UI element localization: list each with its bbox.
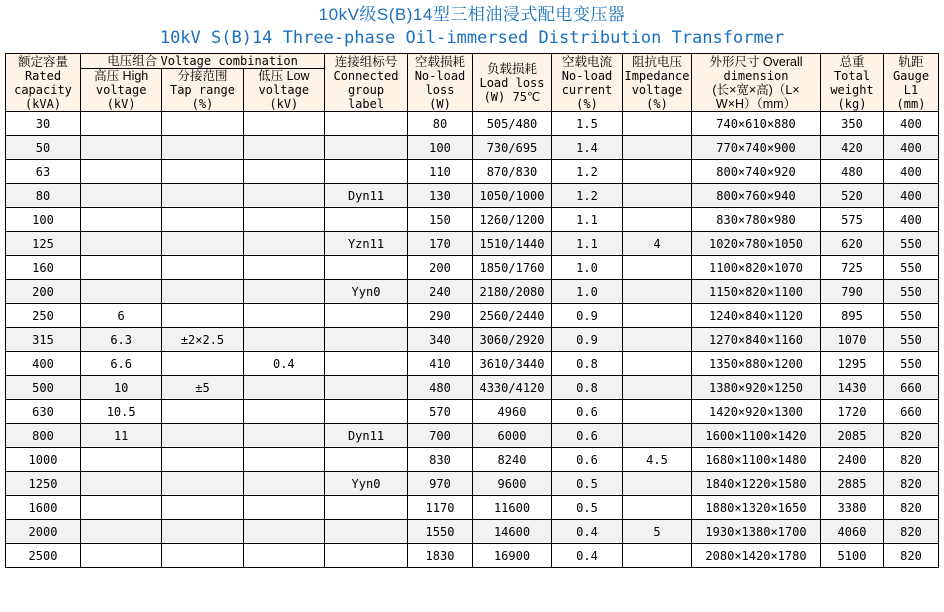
cell-gauge: 400: [884, 160, 939, 184]
title-english: 10kV S(B)14 Three-phase Oil-immersed Distribution Transformer: [159, 28, 785, 48]
cell-low-voltage: [243, 424, 324, 448]
cell-load-loss: 870/830: [473, 160, 552, 184]
cell-connected-group: [325, 304, 408, 328]
cell-low-voltage: [243, 448, 324, 472]
cell-connected-group: [325, 400, 408, 424]
cell-total-weight: 520: [821, 184, 884, 208]
cell-gauge: 660: [884, 376, 939, 400]
cell-gauge: 400: [884, 112, 939, 136]
cell-rated-capacity: 1600: [6, 496, 81, 520]
cell-low-voltage: [243, 376, 324, 400]
cell-tap-range: ±5: [162, 376, 243, 400]
cell-connected-group: [325, 520, 408, 544]
cell-impedance-voltage: [623, 184, 692, 208]
cell-rated-capacity: 2000: [6, 520, 81, 544]
cell-impedance-voltage: [623, 544, 692, 568]
table-row: [6, 136, 939, 160]
cell-connected-group: [325, 256, 408, 280]
cell-rated-capacity: 2500: [6, 544, 81, 568]
cell-overall-dimension: 740×610×880: [692, 112, 821, 136]
cell-impedance-voltage: [623, 424, 692, 448]
header-high-voltage: 高压 High voltage (kV): [81, 69, 162, 112]
cell-no-load-current: 1.0: [552, 256, 623, 280]
cell-rated-capacity: 500: [6, 376, 81, 400]
header-load-loss: 负载损耗 Load loss (W) 75℃: [473, 54, 552, 112]
cell-connected-group: [325, 328, 408, 352]
cell-rated-capacity: 1000: [6, 448, 81, 472]
cell-tap-range: [162, 280, 243, 304]
cell-no-load-current: 1.1: [552, 208, 623, 232]
cell-rated-capacity: 100: [6, 208, 81, 232]
cell-overall-dimension: 1100×820×1070: [692, 256, 821, 280]
cell-no-load-current: 0.5: [552, 496, 623, 520]
cell-tap-range: [162, 544, 243, 568]
cell-tap-range: [162, 304, 243, 328]
cell-low-voltage: [243, 208, 324, 232]
cell-rated-capacity: 30: [6, 112, 81, 136]
cell-tap-range: [162, 352, 243, 376]
cell-high-voltage: [81, 280, 162, 304]
cell-overall-dimension: 1020×780×1050: [692, 232, 821, 256]
cell-impedance-voltage: [623, 304, 692, 328]
cell-high-voltage: 6.6: [81, 352, 162, 376]
cell-total-weight: 2400: [821, 448, 884, 472]
cell-impedance-voltage: [623, 208, 692, 232]
cell-tap-range: [162, 448, 243, 472]
header-overall-dimension: 外形尺寸 Overall dimension (长×宽×高)（L× W×H）（mm）: [692, 54, 821, 112]
cell-low-voltage: [243, 328, 324, 352]
cell-no-load-current: 1.0: [552, 280, 623, 304]
cell-rated-capacity: 80: [6, 184, 81, 208]
table-row: [6, 208, 939, 232]
cell-overall-dimension: 830×780×980: [692, 208, 821, 232]
cell-total-weight: 620: [821, 232, 884, 256]
cell-tap-range: [162, 400, 243, 424]
cell-gauge: 660: [884, 400, 939, 424]
cell-gauge: 550: [884, 328, 939, 352]
cell-no-load-loss: 830: [408, 448, 473, 472]
cell-load-loss: 3610/3440: [473, 352, 552, 376]
cell-total-weight: 3380: [821, 496, 884, 520]
cell-overall-dimension: 1880×1320×1650: [692, 496, 821, 520]
cell-no-load-loss: 130: [408, 184, 473, 208]
cell-connected-group: [325, 544, 408, 568]
cell-high-voltage: [81, 472, 162, 496]
cell-low-voltage: [243, 136, 324, 160]
cell-no-load-current: 0.9: [552, 328, 623, 352]
table-row: [6, 400, 939, 424]
cell-rated-capacity: 800: [6, 424, 81, 448]
cell-connected-group: Dyn11: [325, 184, 408, 208]
cell-total-weight: 5100: [821, 544, 884, 568]
cell-low-voltage: [243, 400, 324, 424]
cell-low-voltage: [243, 496, 324, 520]
cell-no-load-current: 1.5: [552, 112, 623, 136]
cell-no-load-loss: 570: [408, 400, 473, 424]
cell-tap-range: [162, 496, 243, 520]
cell-overall-dimension: 1930×1380×1700: [692, 520, 821, 544]
cell-gauge: 550: [884, 256, 939, 280]
cell-connected-group: Yzn11: [325, 232, 408, 256]
table-row: [6, 232, 939, 256]
cell-impedance-voltage: [623, 400, 692, 424]
table-row: [6, 496, 939, 520]
cell-rated-capacity: 315: [6, 328, 81, 352]
cell-rated-capacity: 400: [6, 352, 81, 376]
cell-gauge: 400: [884, 184, 939, 208]
cell-total-weight: 4060: [821, 520, 884, 544]
table-row: [6, 160, 939, 184]
cell-load-loss: 9600: [473, 472, 552, 496]
cell-no-load-current: 1.1: [552, 232, 623, 256]
cell-gauge: 400: [884, 136, 939, 160]
cell-load-loss: 1050/1000: [473, 184, 552, 208]
cell-no-load-loss: 150: [408, 208, 473, 232]
cell-high-voltage: 6.3: [81, 328, 162, 352]
cell-gauge: 820: [884, 424, 939, 448]
cell-impedance-voltage: [623, 496, 692, 520]
header-impedance-voltage: 阻抗电压 Impedance voltage (%): [624, 54, 690, 111]
cell-overall-dimension: 1600×1100×1420: [692, 424, 821, 448]
cell-low-voltage: 0.4: [243, 352, 324, 376]
cell-rated-capacity: 63: [6, 160, 81, 184]
cell-total-weight: 420: [821, 136, 884, 160]
cell-no-load-current: 1.4: [552, 136, 623, 160]
cell-impedance-voltage: [623, 160, 692, 184]
cell-no-load-loss: 970: [408, 472, 473, 496]
cell-total-weight: 790: [821, 280, 884, 304]
cell-load-loss: 14600: [473, 520, 552, 544]
cell-total-weight: 480: [821, 160, 884, 184]
cell-no-load-current: 0.8: [552, 376, 623, 400]
cell-load-loss: 8240: [473, 448, 552, 472]
cell-overall-dimension: 770×740×900: [692, 136, 821, 160]
cell-load-loss: 3060/2920: [473, 328, 552, 352]
cell-no-load-loss: 700: [408, 424, 473, 448]
cell-tap-range: ±2×2.5: [162, 328, 243, 352]
cell-impedance-voltage: [623, 136, 692, 160]
cell-overall-dimension: 1420×920×1300: [692, 400, 821, 424]
header-no-load-current: 空载电流 No-load current (%): [552, 54, 623, 112]
cell-load-loss: 1260/1200: [473, 208, 552, 232]
cell-gauge: 550: [884, 304, 939, 328]
cell-total-weight: 575: [821, 208, 884, 232]
cell-low-voltage: [243, 544, 324, 568]
cell-load-loss: 4330/4120: [473, 376, 552, 400]
cell-high-voltage: [81, 520, 162, 544]
cell-load-loss: 11600: [473, 496, 552, 520]
cell-no-load-current: 1.2: [552, 184, 623, 208]
document-title-block: [0, 0, 944, 50]
cell-load-loss: 730/695: [473, 136, 552, 160]
cell-overall-dimension: 800×740×920: [692, 160, 821, 184]
table-row: [6, 424, 939, 448]
cell-no-load-loss: 1550: [408, 520, 473, 544]
table-row: [6, 544, 939, 568]
cell-overall-dimension: 1350×880×1200: [692, 352, 821, 376]
cell-tap-range: [162, 112, 243, 136]
cell-overall-dimension: 1680×1100×1480: [692, 448, 821, 472]
cell-load-loss: 1510/1440: [473, 232, 552, 256]
cell-load-loss: 2180/2080: [473, 280, 552, 304]
cell-load-loss: 2560/2440: [473, 304, 552, 328]
cell-tap-range: [162, 256, 243, 280]
cell-connected-group: Yyn0: [325, 472, 408, 496]
cell-tap-range: [162, 160, 243, 184]
table-row: [6, 328, 939, 352]
cell-total-weight: 895: [821, 304, 884, 328]
cell-no-load-current: 0.6: [552, 424, 623, 448]
cell-no-load-loss: 480: [408, 376, 473, 400]
cell-no-load-current: 0.4: [552, 544, 623, 568]
cell-overall-dimension: 1150×820×1100: [692, 280, 821, 304]
cell-high-voltage: 6: [81, 304, 162, 328]
cell-connected-group: [325, 448, 408, 472]
header-connected-group: 连接组标号 Connected group label: [325, 54, 408, 112]
cell-connected-group: [325, 352, 408, 376]
header-voltage-combination: 电压组合 Voltage combination: [81, 54, 325, 69]
cell-no-load-current: 0.6: [552, 400, 623, 424]
cell-tap-range: [162, 472, 243, 496]
cell-high-voltage: [81, 544, 162, 568]
cell-rated-capacity: 250: [6, 304, 81, 328]
cell-high-voltage: [81, 184, 162, 208]
cell-no-load-loss: 240: [408, 280, 473, 304]
cell-no-load-loss: 200: [408, 256, 473, 280]
cell-low-voltage: [243, 280, 324, 304]
table-row: [6, 472, 939, 496]
cell-no-load-loss: 1170: [408, 496, 473, 520]
cell-low-voltage: [243, 520, 324, 544]
header-row-1: [6, 54, 939, 69]
cell-high-voltage: [81, 256, 162, 280]
cell-rated-capacity: 50: [6, 136, 81, 160]
cell-impedance-voltage: 4: [623, 232, 692, 256]
cell-tap-range: [162, 208, 243, 232]
table-row: [6, 304, 939, 328]
cell-low-voltage: [243, 160, 324, 184]
cell-high-voltage: [81, 136, 162, 160]
header-total-weight: 总重 Total weight (kg): [821, 54, 884, 112]
cell-impedance-voltage: [623, 352, 692, 376]
cell-load-loss: 505/480: [473, 112, 552, 136]
cell-connected-group: Yyn0: [325, 280, 408, 304]
cell-rated-capacity: 1250: [6, 472, 81, 496]
table-row: [6, 376, 939, 400]
cell-gauge: 820: [884, 448, 939, 472]
title-chinese: 10kV级S(B)14型三相油浸式配电变压器: [318, 5, 626, 24]
cell-gauge: 820: [884, 520, 939, 544]
cell-no-load-loss: 170: [408, 232, 473, 256]
cell-load-loss: 1850/1760: [473, 256, 552, 280]
cell-load-loss: 4960: [473, 400, 552, 424]
cell-tap-range: [162, 232, 243, 256]
cell-impedance-voltage: [623, 112, 692, 136]
cell-total-weight: 725: [821, 256, 884, 280]
cell-no-load-current: 0.8: [552, 352, 623, 376]
cell-gauge: 820: [884, 472, 939, 496]
cell-high-voltage: 10.5: [81, 400, 162, 424]
table-body: [6, 112, 939, 568]
cell-impedance-voltage: [623, 328, 692, 352]
cell-no-load-loss: 290: [408, 304, 473, 328]
cell-rated-capacity: 125: [6, 232, 81, 256]
cell-total-weight: 2885: [821, 472, 884, 496]
cell-high-voltage: 10: [81, 376, 162, 400]
cell-rated-capacity: 630: [6, 400, 81, 424]
cell-overall-dimension: 2080×1420×1780: [692, 544, 821, 568]
cell-total-weight: 1720: [821, 400, 884, 424]
cell-tap-range: [162, 424, 243, 448]
cell-gauge: 550: [884, 352, 939, 376]
table-row: [6, 184, 939, 208]
table-row: [6, 352, 939, 376]
cell-connected-group: Dyn11: [325, 424, 408, 448]
transformer-spec-table: [5, 53, 939, 568]
cell-no-load-loss: 340: [408, 328, 473, 352]
cell-no-load-loss: 110: [408, 160, 473, 184]
cell-impedance-voltage: [623, 256, 692, 280]
cell-tap-range: [162, 184, 243, 208]
cell-load-loss: 16900: [473, 544, 552, 568]
table-row: [6, 112, 939, 136]
header-gauge: 轨距 Gauge L1 (mm): [884, 54, 939, 112]
cell-connected-group: [325, 208, 408, 232]
cell-gauge: 820: [884, 544, 939, 568]
table-header: [6, 54, 939, 112]
cell-overall-dimension: 800×760×940: [692, 184, 821, 208]
cell-low-voltage: [243, 112, 324, 136]
cell-load-loss: 6000: [473, 424, 552, 448]
cell-impedance-voltage: [623, 376, 692, 400]
cell-gauge: 400: [884, 208, 939, 232]
cell-overall-dimension: 1240×840×1120: [692, 304, 821, 328]
cell-overall-dimension: 1380×920×1250: [692, 376, 821, 400]
header-rated-capacity: 额定容量 Rated capacity (kVA): [6, 54, 81, 112]
cell-gauge: 820: [884, 496, 939, 520]
cell-low-voltage: [243, 232, 324, 256]
cell-rated-capacity: 200: [6, 280, 81, 304]
cell-no-load-current: 1.2: [552, 160, 623, 184]
cell-total-weight: 1295: [821, 352, 884, 376]
cell-low-voltage: [243, 472, 324, 496]
cell-high-voltage: [81, 112, 162, 136]
cell-connected-group: [325, 496, 408, 520]
cell-connected-group: [325, 160, 408, 184]
cell-connected-group: [325, 112, 408, 136]
cell-no-load-current: 0.6: [552, 448, 623, 472]
cell-no-load-current: 0.9: [552, 304, 623, 328]
cell-high-voltage: [81, 160, 162, 184]
cell-no-load-loss: 410: [408, 352, 473, 376]
cell-low-voltage: [243, 304, 324, 328]
cell-gauge: 550: [884, 280, 939, 304]
table-row: [6, 280, 939, 304]
cell-impedance-voltage: [623, 472, 692, 496]
header-low-voltage: 低压 Low voltage (kV): [243, 69, 324, 112]
cell-impedance-voltage: [623, 280, 692, 304]
cell-overall-dimension: 1270×840×1160: [692, 328, 821, 352]
table-row: [6, 256, 939, 280]
cell-high-voltage: [81, 448, 162, 472]
cell-high-voltage: [81, 208, 162, 232]
cell-high-voltage: [81, 232, 162, 256]
cell-connected-group: [325, 136, 408, 160]
header-tap-range: 分接范围 Tap range (%): [162, 69, 243, 112]
cell-total-weight: 1430: [821, 376, 884, 400]
cell-total-weight: 2085: [821, 424, 884, 448]
cell-no-load-loss: 100: [408, 136, 473, 160]
cell-impedance-voltage: 5: [623, 520, 692, 544]
cell-overall-dimension: 1840×1220×1580: [692, 472, 821, 496]
cell-gauge: 550: [884, 232, 939, 256]
cell-no-load-loss: 1830: [408, 544, 473, 568]
cell-high-voltage: 11: [81, 424, 162, 448]
table-row: [6, 520, 939, 544]
cell-no-load-current: 0.4: [552, 520, 623, 544]
header-no-load-loss: 空载损耗 No-load loss (W): [408, 54, 473, 112]
cell-rated-capacity: 160: [6, 256, 81, 280]
cell-total-weight: 1070: [821, 328, 884, 352]
cell-high-voltage: [81, 496, 162, 520]
cell-low-voltage: [243, 184, 324, 208]
table-row: [6, 448, 939, 472]
cell-connected-group: [325, 376, 408, 400]
cell-tap-range: [162, 520, 243, 544]
cell-no-load-loss: 80: [408, 112, 473, 136]
cell-total-weight: 350: [821, 112, 884, 136]
cell-tap-range: [162, 136, 243, 160]
cell-impedance-voltage: 4.5: [623, 448, 692, 472]
cell-no-load-current: 0.5: [552, 472, 623, 496]
cell-low-voltage: [243, 256, 324, 280]
